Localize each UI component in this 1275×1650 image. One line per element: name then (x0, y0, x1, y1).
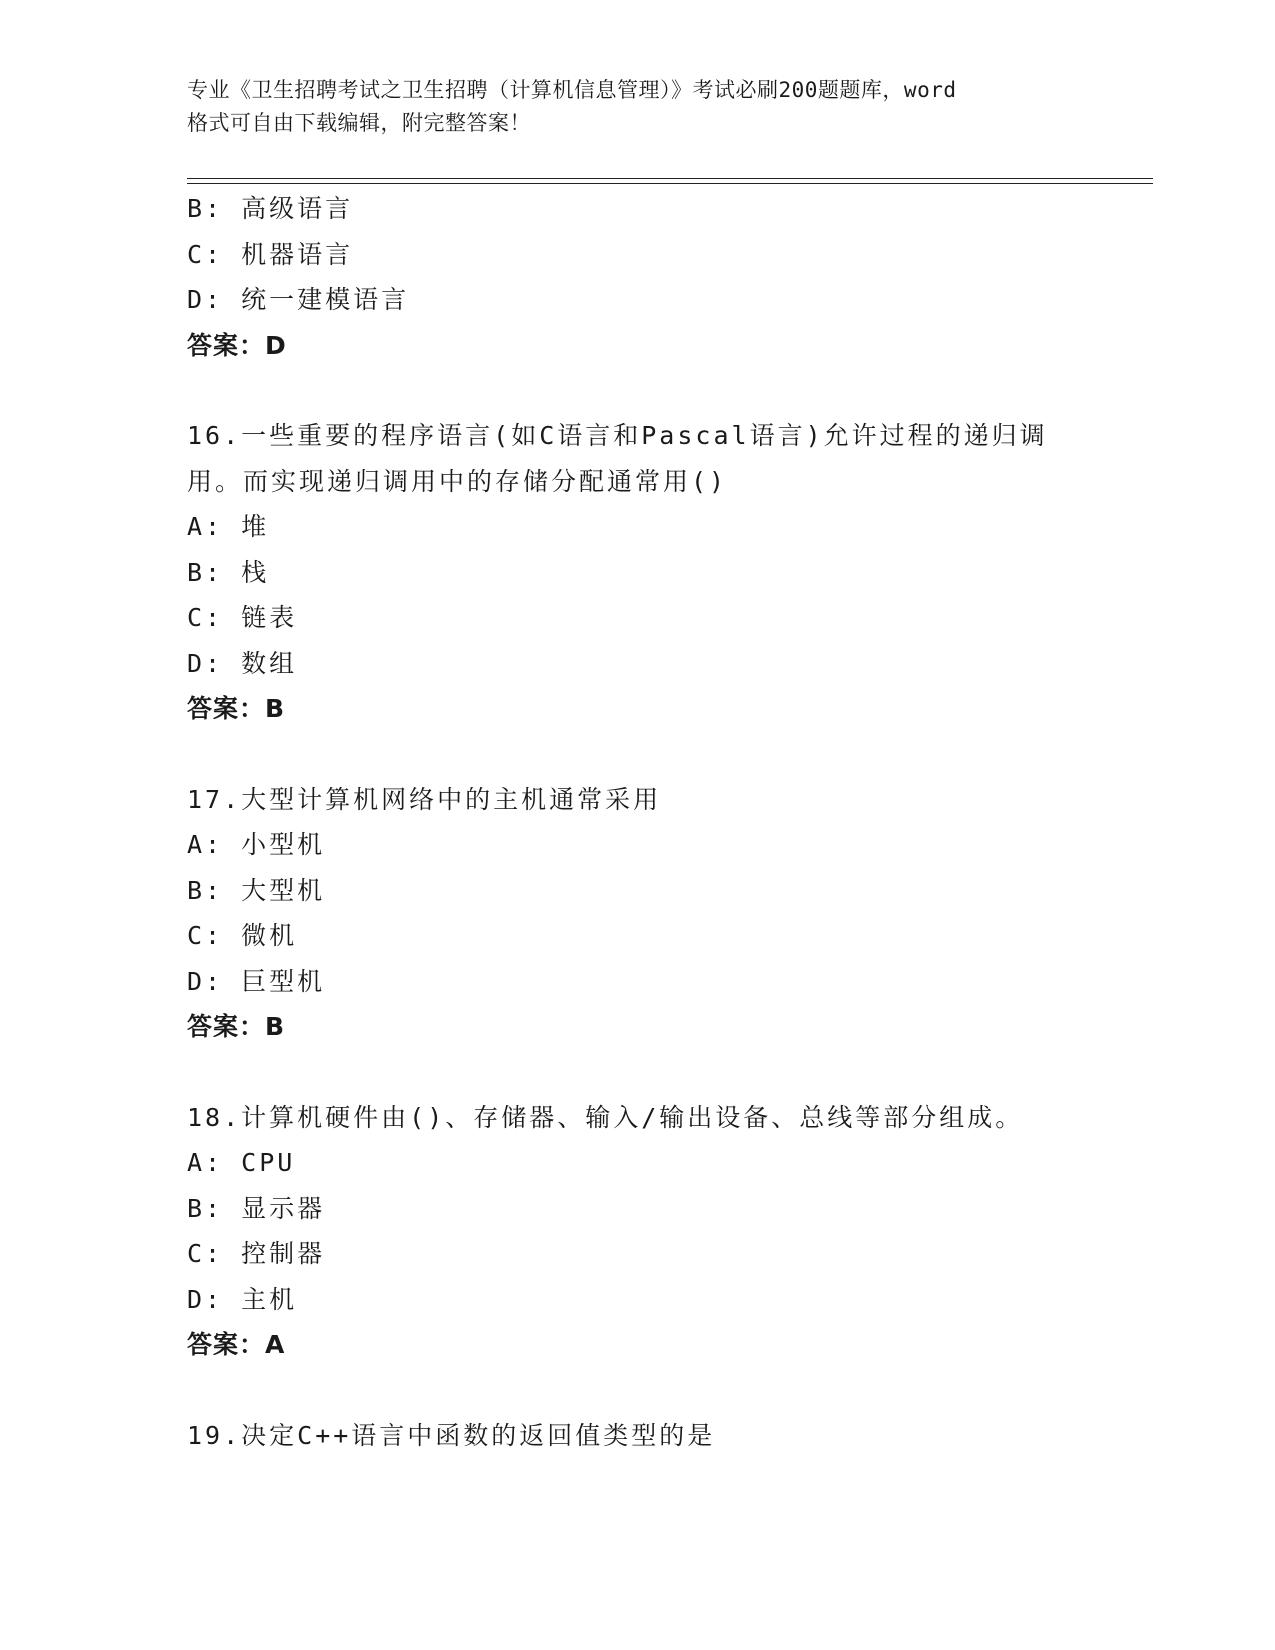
option-d: D: 统一建模语言 (187, 285, 410, 314)
answer-line: 答案：B (187, 694, 286, 723)
header-rule-top (187, 178, 1153, 179)
question-15-continued (187, 186, 1087, 368)
question-17 (187, 777, 1087, 1050)
question-list (187, 186, 1087, 1458)
spacer (187, 1050, 1087, 1095)
option-b: B: 大型机 (187, 875, 326, 905)
question-text-line-1: 16.一些重要的程序语言(如C语言和Pascal语言)允许过程的递归调 (187, 421, 1048, 450)
question-text-line-2: 用。而实现递归调用中的存储分配通常用() (187, 466, 728, 496)
question-19 (187, 1413, 1087, 1459)
answer-line: 答案：A (187, 1330, 286, 1359)
option-b: B: 栈 (187, 557, 270, 587)
header-line-2: 格式可自由下载编辑，附完整答案！ (187, 111, 531, 135)
document-header (187, 74, 1087, 140)
option-a: A: CPU (187, 1148, 296, 1177)
question-18 (187, 1095, 1087, 1368)
answer-line: 答案：B (187, 1012, 286, 1041)
question-text-line-1: 19.决定C++语言中函数的返回值类型的是 (187, 1420, 716, 1450)
option-d: D: 数组 (187, 648, 298, 678)
option-d: D: 主机 (187, 1284, 298, 1314)
option-c: C: 链表 (187, 603, 298, 632)
option-b: B: 显示器 (187, 1193, 326, 1223)
spacer (187, 732, 1087, 777)
option-b: B: 高级语言 (187, 194, 354, 223)
question-text-line-1: 17.大型计算机网络中的主机通常采用 (187, 784, 662, 814)
question-16 (187, 413, 1087, 732)
spacer (187, 1368, 1087, 1413)
option-c: C: 机器语言 (187, 239, 354, 269)
answer-line: 答案：D (187, 330, 287, 360)
header-line-1: 专业《卫生招聘考试之卫生招聘（计算机信息管理）》考试必刷200题题库，word (187, 78, 957, 102)
header-rule-bottom (187, 183, 1153, 184)
option-d: D: 巨型机 (187, 966, 326, 996)
option-a: A: 小型机 (187, 830, 326, 859)
option-a: A: 堆 (187, 512, 270, 541)
option-c: C: 控制器 (187, 1239, 326, 1268)
spacer (187, 368, 1087, 413)
question-text-line-1: 18.计算机硬件由()、存储器、输入/输出设备、总线等部分组成。 (187, 1102, 1024, 1132)
option-c: C: 微机 (187, 921, 298, 950)
